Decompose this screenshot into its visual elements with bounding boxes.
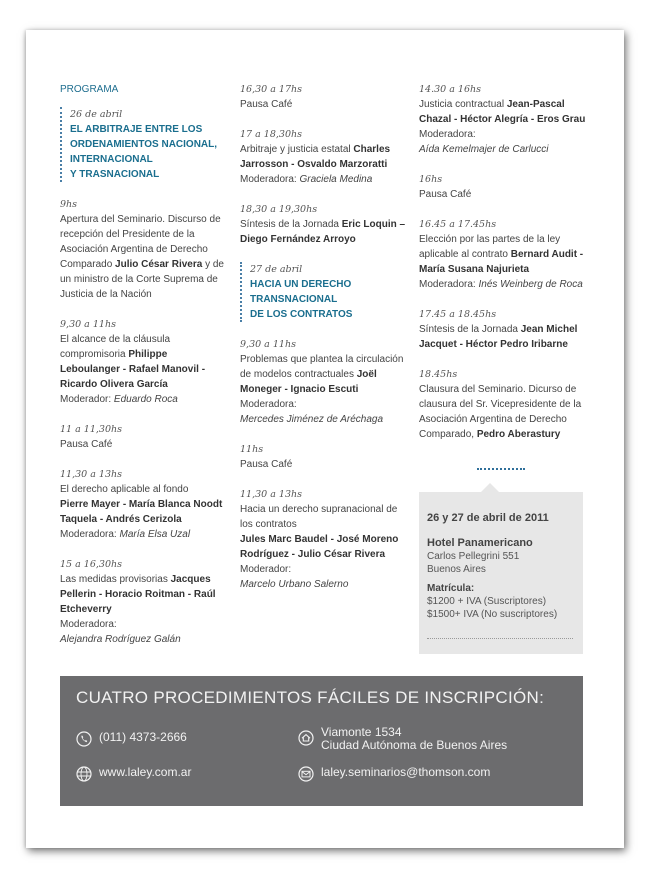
moderator-label: Moderadora: <box>240 399 297 410</box>
day1-title-line: EL ARBITRAJE ENTRE LOS <box>70 124 203 135</box>
registration-title: CUATRO PROCEDIMIENTOS FÁCILES DE INSCRIPCIÓN: <box>76 688 545 707</box>
day2-title-line: DE LOS CONTRATOS <box>250 309 353 320</box>
day2-header <box>240 262 410 322</box>
day1-title-line: Y TRASNACIONAL <box>70 169 160 180</box>
schedule-time: 9,30 a 11hs <box>60 319 116 330</box>
venue-address: Carlos Pellegrini 551 <box>427 551 520 562</box>
schedule-text: Arbitraje y justicia estatal <box>240 144 354 155</box>
schedule-time: 16,30 a 17hs <box>240 84 302 95</box>
moderator-label: Moderadora: <box>60 529 120 540</box>
schedule-time: 18,30 a 19,30hs <box>240 204 318 215</box>
dotted-divider <box>477 468 525 470</box>
address-city: Ciudad Autónoma de Buenos Aires <box>321 738 508 752</box>
moderator-name: Eduardo Roca <box>113 394 178 405</box>
email-link[interactable]: laley.seminarios@thomson.com <box>321 765 491 779</box>
web-contact[interactable] <box>76 766 191 782</box>
schedule-time: 16hs <box>419 174 443 185</box>
schedule-time: 9hs <box>60 199 78 210</box>
moderator-name: María Elsa Uzal <box>119 529 191 540</box>
event-info-content <box>427 512 557 621</box>
schedule-text: Pausa Café <box>240 459 293 470</box>
schedule-item <box>60 422 225 452</box>
globe-icon <box>76 766 92 782</box>
day2-title-line: TRANSNACIONAL <box>250 294 338 305</box>
schedule-item <box>240 82 410 112</box>
schedule-item <box>60 197 225 302</box>
schedule-text: Síntesis de la Jornada <box>240 219 342 230</box>
speaker-names: Jules Marc Baudel - José Moreno Rodríguez - Julio César Rivera <box>240 534 399 560</box>
moderator-label: Moderadora: <box>419 279 479 290</box>
schedule-text: Clausura del Seminario. Dicurso de clausura del Sr. Vicepresidente de la Asociación Argentina de Derecho Comparado, <box>419 384 582 440</box>
schedule-time: 17.45 a 18.45hs <box>419 309 497 320</box>
box-notch <box>481 483 499 492</box>
moderator-name: Mercedes Jiménez de Aréchaga <box>240 414 384 425</box>
schedule-text: Pausa Café <box>419 189 472 200</box>
schedule-item <box>240 127 410 187</box>
schedule-text: Pausa Café <box>240 99 293 110</box>
schedule-time: 17 a 18,30hs <box>240 129 302 140</box>
schedule-time: 9,30 a 11hs <box>240 339 296 350</box>
schedule-time: 11hs <box>240 444 264 455</box>
schedule-text: El derecho aplicable al fondo <box>60 484 189 495</box>
schedule-item <box>60 467 225 542</box>
schedule-text: El alcance de la cláusula compromisoria <box>60 334 171 360</box>
schedule-text: Problemas que plantea la circulación de modelos contractuales <box>240 354 404 380</box>
speaker-names: Pierre Mayer - María Blanca Noodt Taquela - Andrés Cerizola <box>60 499 223 525</box>
fee-non-subscribers: $1500+ IVA (No suscriptores) <box>427 609 558 620</box>
program-column-3 <box>419 82 589 457</box>
event-dates: 26 y 27 de abril de 2011 <box>427 512 549 524</box>
brochure-page <box>26 30 624 848</box>
schedule-text: Las medidas provisorias <box>60 574 171 585</box>
day1-title-line: INTERNACIONAL <box>70 154 153 165</box>
speaker-names: Charles Jarrosson - Osvaldo Marzoratti <box>240 144 391 170</box>
speaker-names: Jean Michel Jacquet - Héctor Pedro Iribarne <box>419 324 578 350</box>
schedule-item <box>419 307 589 352</box>
address-street: Viamonte 1534 <box>321 725 402 739</box>
schedule-item <box>419 82 589 157</box>
schedule-item <box>240 337 410 427</box>
schedule-item <box>419 217 589 292</box>
moderator-name: Alejandra Rodríguez Galán <box>60 634 181 645</box>
event-info-box <box>419 492 583 654</box>
moderator-label: Moderador: <box>60 394 114 405</box>
schedule-text: Síntesis de la Jornada <box>419 324 521 335</box>
speaker-names: Jean-Pascal Chazal - Héctor Alegría - Eros Grau <box>419 99 586 125</box>
schedule-time: 14.30 a 16hs <box>419 84 481 95</box>
schedule-text: Elección por las partes de la ley aplicable al contrato <box>419 234 561 260</box>
email-contact[interactable] <box>298 766 490 782</box>
moderator-label: Moderador: <box>240 564 292 575</box>
speaker-names: Bernard Audit - María Susana Najurieta <box>419 249 584 275</box>
speaker-names: Eric Loquin – Diego Fernández Arroyo <box>240 219 406 245</box>
schedule-time: 15 a 16,30hs <box>60 559 122 570</box>
fee-label: Matrícula: <box>427 583 475 594</box>
registration-footer <box>60 676 583 806</box>
moderator-label: Moderadora: <box>419 129 476 140</box>
moderator-name: Aída Kemelmajer de Carlucci <box>419 144 549 155</box>
schedule-item <box>60 317 225 407</box>
speaker-names: Joël Moneger - Ignacio Escuti <box>240 369 377 395</box>
schedule-item <box>240 202 410 247</box>
phone-icon <box>76 731 92 747</box>
venue-name: Hotel Panamericano <box>427 537 533 549</box>
speaker-names: Pedro Aberastury <box>476 429 561 440</box>
day1-title-line: ORDENAMIENTOS NACIONAL, <box>70 139 218 150</box>
program-column-2 <box>240 82 410 607</box>
program-column-1 <box>60 82 225 662</box>
mail-icon <box>298 766 314 782</box>
address-contact <box>298 726 507 752</box>
schedule-text: Pausa Café <box>60 439 113 450</box>
moderator-name: Inés Weinberg de Roca <box>478 279 583 290</box>
program-heading: PROGRAMA <box>60 84 119 95</box>
schedule-item <box>419 367 589 442</box>
moderator-name: Marcelo Urbano Salerno <box>240 579 349 590</box>
day1-date: 26 de abril <box>70 109 123 120</box>
schedule-text: Apertura del Seminario. Discurso de recepción del Presidente de la Asociación Argentina de Derecho Comparado <box>60 214 221 270</box>
venue-city: Buenos Aires <box>427 564 486 575</box>
schedule-time: 11,30 a 13hs <box>60 469 122 480</box>
schedule-time: 18.45hs <box>419 369 458 380</box>
day1-header <box>60 107 225 182</box>
box-divider <box>427 638 573 639</box>
phone-contact[interactable] <box>76 731 187 747</box>
speaker-names: Julio César Rivera <box>115 259 203 270</box>
schedule-text: Hacia un derecho supranacional de los contratos <box>240 504 398 530</box>
schedule-time: 16.45 a 17.45hs <box>419 219 497 230</box>
schedule-text: y de un ministro de la Corte Suprema de Justicia de la Nación <box>60 259 224 300</box>
schedule-time: 11 a 11,30hs <box>60 424 122 435</box>
schedule-time: 11,30 a 13hs <box>240 489 302 500</box>
schedule-text: Justicia contractual <box>419 99 507 110</box>
fee-subscribers: $1200 + IVA (Suscriptores) <box>427 596 547 607</box>
moderator-label: Moderadora: <box>60 619 117 630</box>
moderator-name: Graciela Medina <box>299 174 373 185</box>
day2-date: 27 de abril <box>250 264 303 275</box>
schedule-item <box>419 172 589 202</box>
schedule-item <box>60 557 225 647</box>
moderator-label: Moderadora: <box>240 174 300 185</box>
schedule-item <box>240 442 410 472</box>
speaker-names: Philippe Leboulanger - Rafael Manovil - Ricardo Olivera García <box>60 349 206 390</box>
phone-number[interactable]: (011) 4373-2666 <box>99 730 187 744</box>
schedule-item <box>240 487 410 592</box>
website-link[interactable]: www.laley.com.ar <box>99 765 192 779</box>
speaker-names: Jacques Pellerin - Horacio Roitman - Raúl Etcheverry <box>60 574 216 615</box>
day2-title-line: HACIA UN DERECHO <box>250 279 352 290</box>
home-icon <box>298 730 314 746</box>
